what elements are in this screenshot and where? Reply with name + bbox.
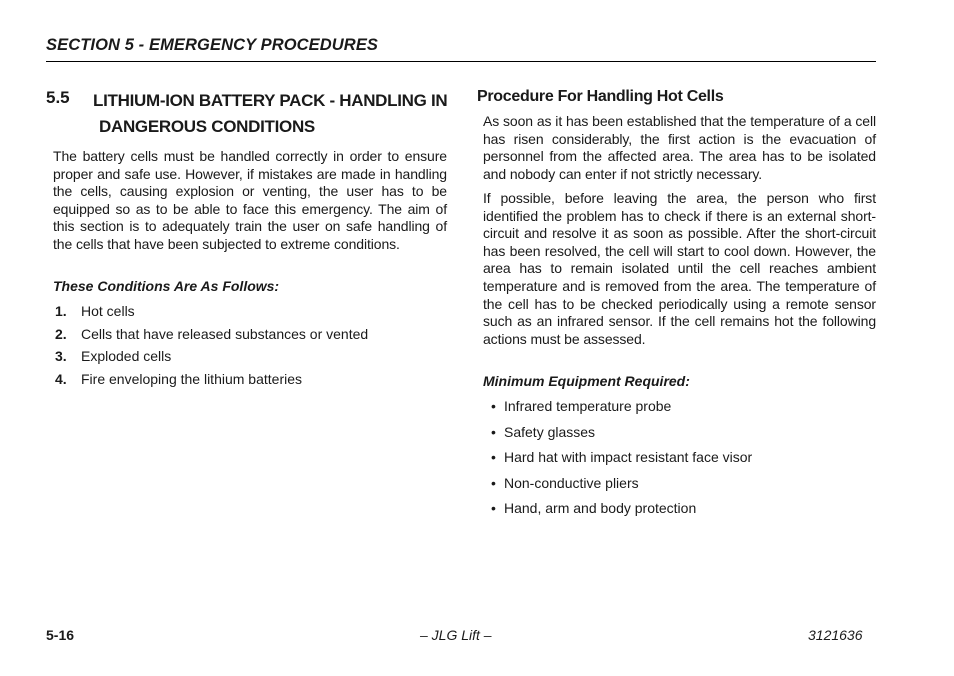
conditions-heading: These Conditions Are As Follows: [53, 278, 280, 294]
section-title [93, 88, 453, 140]
list-item [491, 423, 881, 449]
list-item [491, 499, 881, 525]
bullet: • [491, 500, 496, 517]
footer-center-text: – JLG Lift – [420, 627, 492, 643]
list-text: Fire enveloping the lithium batteries [81, 370, 303, 387]
list-text: Infrared temperature probe [504, 398, 672, 414]
equipment-heading: Minimum Equipment Required: [483, 373, 690, 389]
bullet: • [491, 423, 496, 440]
section-title-line1: LITHIUM-ION BATTERY PACK - HANDLING IN [93, 91, 448, 110]
conditions-list [55, 302, 455, 392]
procedure-heading: Procedure For Handling Hot Cells [477, 88, 724, 105]
list-text: Exploded cells [81, 348, 172, 364]
list-item [55, 347, 455, 370]
section-title-line2: DANGEROUS CONDITIONS [99, 117, 315, 136]
bullet: • [491, 474, 496, 491]
list-item [491, 397, 881, 423]
list-text: Non-conductive pliers [504, 474, 639, 491]
list-item [491, 474, 881, 500]
list-number: 3. [55, 348, 67, 364]
procedure-paragraph-2: If possible, before leaving the area, the person who first identified the problem has to check if there is an external short-circuit and resolve it as soon as possible. After the short-circuit has been resolved, the cell will start to cool down. However, the area has to remain isolated until the cell reaches ambient temperature and is removed from the area. The temperature of the cell has to be checked periodically using a remote sensor such as an infrared sensor. If the cell remains hot the following actions must be assessed. [483, 190, 876, 347]
list-text: Hard hat with impact resistant face visor [504, 449, 753, 466]
list-number: 1. [55, 303, 67, 319]
equipment-list [491, 397, 881, 525]
bullet: • [491, 449, 496, 466]
list-item [55, 302, 455, 325]
list-number: 4. [55, 370, 67, 387]
procedure-paragraph-1: As soon as it has been established that the temperature of a cell has risen considerably, the first action is the evacuation of personnel from the affected area. The area has to be isolated and nobody can enter if not strictly necessary. [483, 113, 876, 182]
header-rule [46, 61, 876, 62]
section-number: 5.5 [46, 88, 70, 107]
intro-paragraph: The battery cells must be handled correctly in order to ensure proper and safe use. However, if mistakes are made in handling the cells, causing explosion or venting, the user has to be equipped so as to be able to face this emergency. The aim of this section is to adequately train the user on safe handling of the cells that have been subjected to extreme conditions. [53, 148, 447, 252]
list-item [55, 370, 455, 393]
list-text: Safety glasses [504, 423, 596, 440]
section-header: SECTION 5 - EMERGENCY PROCEDURES [46, 36, 379, 54]
bullet: • [491, 398, 496, 414]
list-item [491, 448, 881, 474]
footer-doc-number: 3121636 [808, 627, 863, 643]
list-item [55, 325, 455, 348]
footer-page-number: 5-16 [46, 627, 75, 643]
list-number: 2. [55, 325, 67, 342]
list-text: Cells that have released substances or vented [81, 325, 369, 342]
list-text: Hand, arm and body protection [504, 500, 697, 517]
list-text: Hot cells [81, 303, 135, 319]
